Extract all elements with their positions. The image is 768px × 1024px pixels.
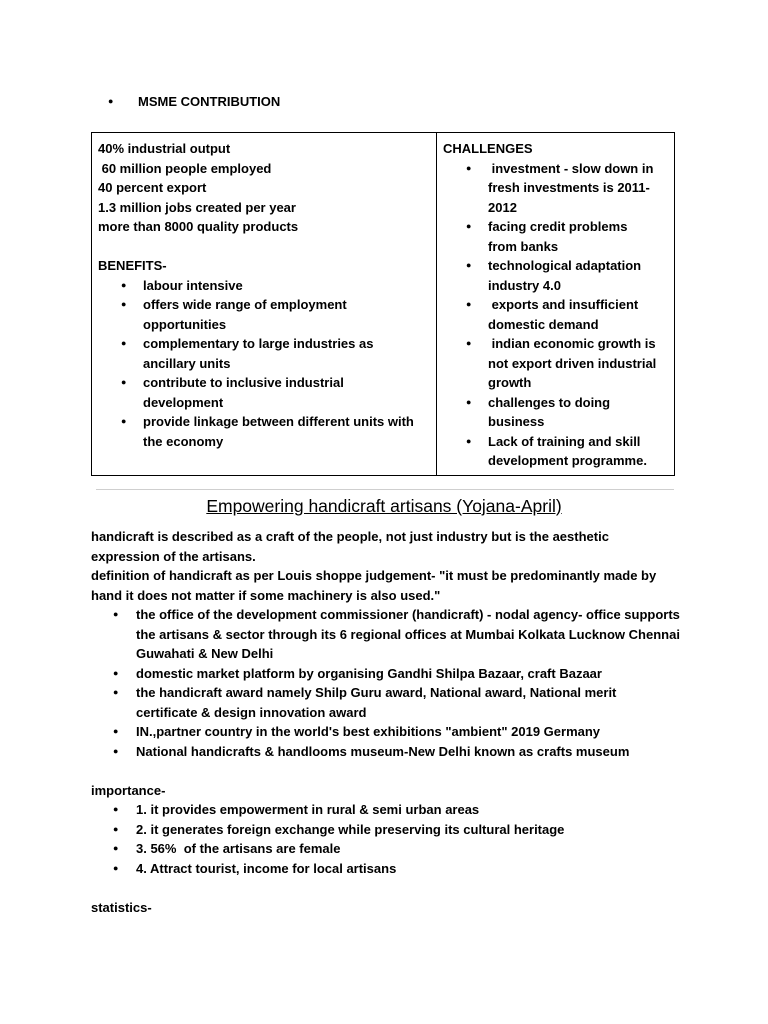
stat-line: 40% industrial output — [98, 141, 231, 156]
list-item: ● indian economic growth is not export driven industrial growth — [443, 334, 676, 393]
stat-line: more than 8000 quality products — [98, 219, 299, 234]
handicraft-points-list — [91, 605, 681, 761]
stat-line: 40 percent export — [98, 180, 207, 195]
list-item: ● challenges to doing business — [443, 393, 676, 432]
list-item: ● offers wide range of employment opportunities — [98, 295, 436, 334]
importance-title: importance- — [91, 782, 166, 798]
msme-right-column — [437, 133, 676, 475]
handicraft-body — [91, 527, 681, 917]
list-item: ● the office of the development commissioner (handicraft) - nodal agency- office supports the artisans & sector through its 6 regional offices at Mumbai Kolkata Lucknow Chennai Guwahati & New Delhi — [91, 605, 681, 664]
msme-heading-text: MSME CONTRIBUTION — [138, 94, 281, 109]
list-item: ● 2. it generates foreign exchange while preserving its cultural heritage — [91, 820, 681, 840]
list-item: ● contribute to inclusive industrial development — [98, 373, 436, 412]
list-item: ● technological adaptation industry 4.0 — [443, 256, 676, 295]
bullet-icon: ● — [108, 96, 114, 106]
section-title: Empowering handicraft artisans (Yojana-April) — [206, 496, 562, 516]
benefits-title: BENEFITS- — [98, 258, 167, 273]
section-divider — [96, 489, 674, 490]
list-item: ● investment - slow down in fresh investments is 2011-2012 — [443, 159, 676, 218]
list-item: ● National handicrafts & handlooms museum-New Delhi known as crafts museum — [91, 742, 681, 762]
stat-line: 60 million people employed — [98, 160, 272, 176]
challenges-title: CHALLENGES — [443, 141, 533, 156]
msme-table — [91, 132, 675, 476]
challenges-list — [443, 159, 676, 471]
list-item: ● 1. it provides empowerment in rural & semi urban areas — [91, 800, 681, 820]
benefits-list — [98, 276, 436, 452]
list-item: ● 4. Attract tourist, income for local artisans — [91, 859, 681, 879]
list-item: ● complementary to large industries as ancillary units — [98, 334, 436, 373]
list-item: ● exports and insufficient domestic demand — [443, 295, 676, 334]
list-item: ● 3. 56% of the artisans are female — [91, 839, 681, 859]
list-item: ● facing credit problems from banks — [443, 217, 676, 256]
list-item: ● provide linkage between different units with the economy — [98, 412, 436, 451]
list-item: ● the handicraft award namely Shilp Guru award, National award, National merit certificate & design innovation award — [91, 683, 681, 722]
definition-paragraph: definition of handicraft as per Louis shoppe judgement- "it must be predominantly made by hand it does not matter if some machinery is also used." — [91, 568, 657, 603]
list-item: ● labour intensive — [98, 276, 436, 296]
importance-list — [91, 800, 681, 878]
spacer — [91, 761, 681, 781]
intro-paragraph: handicraft is described as a craft of the people, not just industry but is the aesthetic expression of the artisans. — [91, 529, 609, 564]
list-item: ● domestic market platform by organising Gandhi Shilpa Bazaar, craft Bazaar — [91, 664, 681, 684]
stat-line: 1.3 million jobs created per year — [98, 199, 296, 215]
statistics-title: statistics- — [91, 899, 152, 915]
spacer — [98, 237, 436, 257]
list-item: ● Lack of training and skill development programme. — [443, 432, 676, 471]
spacer — [91, 878, 681, 898]
list-item: ● IN.,partner country in the world's best exhibitions "ambient" 2019 Germany — [91, 722, 681, 742]
msme-left-column — [92, 133, 437, 475]
